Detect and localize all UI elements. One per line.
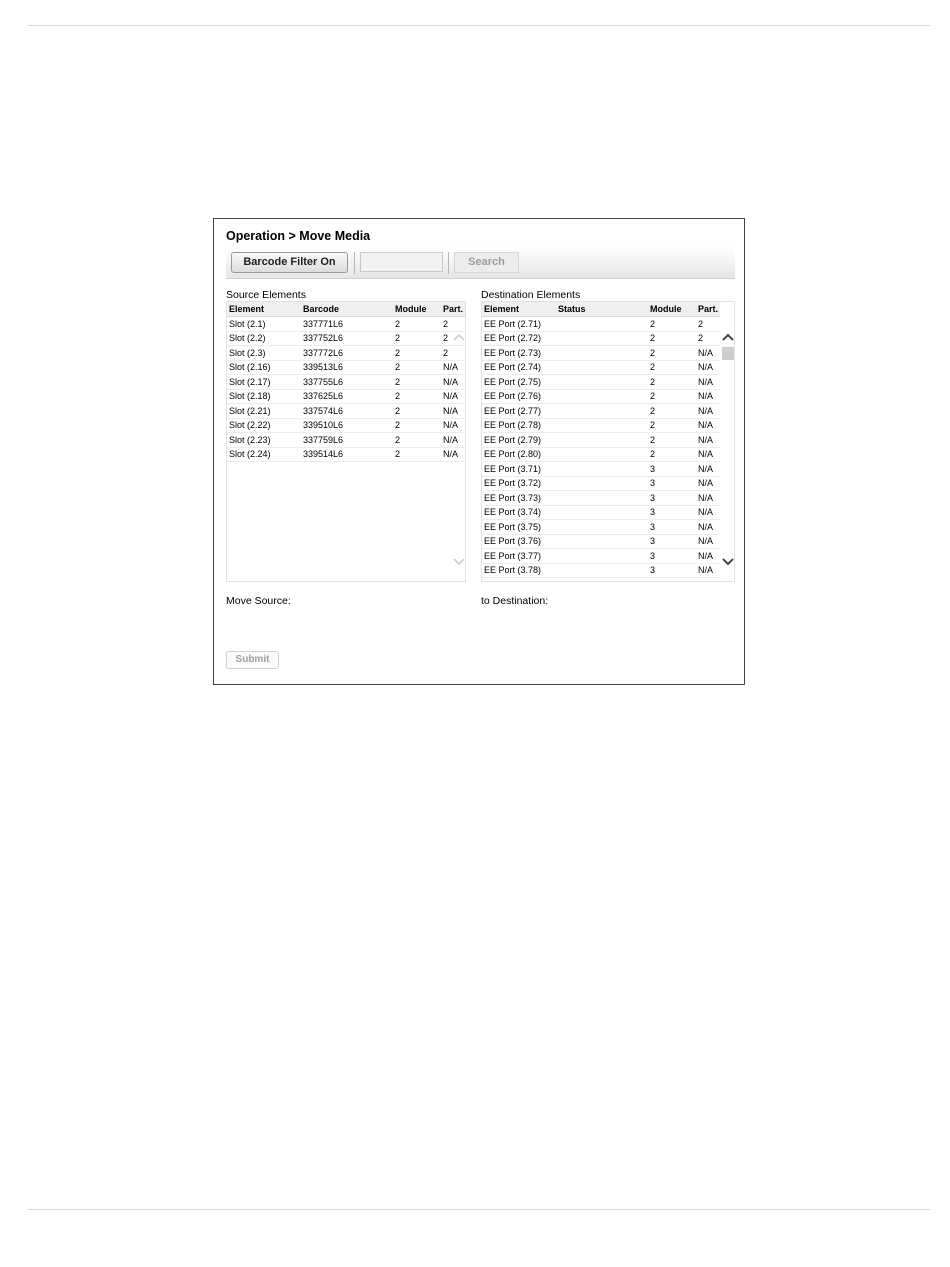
table-row[interactable]	[227, 375, 466, 390]
toolbar	[226, 247, 735, 279]
table-row[interactable]	[227, 404, 466, 419]
toolbar-divider	[354, 252, 355, 274]
table-row[interactable]	[482, 317, 720, 332]
table-cell: N/A	[441, 389, 466, 404]
table-cell: EE Port (3.76)	[482, 534, 556, 549]
table-cell: 2	[441, 331, 466, 346]
table-header-row	[482, 302, 720, 317]
table-cell: 339510L6	[301, 418, 393, 433]
table-row[interactable]	[227, 389, 466, 404]
table-cell: 3	[648, 520, 696, 535]
table-cell: 2	[648, 447, 696, 462]
table-cell: Slot (2.24)	[227, 447, 301, 462]
table-cell: 2	[648, 418, 696, 433]
table-cell: EE Port (2.75)	[482, 375, 556, 390]
table-cell: N/A	[696, 462, 720, 477]
table-cell: N/A	[696, 534, 720, 549]
table-cell: 337574L6	[301, 404, 393, 419]
table-row[interactable]	[482, 476, 720, 491]
table-row[interactable]	[482, 375, 720, 390]
table-cell: 2	[648, 404, 696, 419]
table-cell: 2	[648, 375, 696, 390]
table-cell: N/A	[441, 418, 466, 433]
table-cell: 3	[648, 476, 696, 491]
table-cell: 337771L6	[301, 317, 393, 332]
chevron-down-icon[interactable]	[452, 555, 466, 569]
table-cell: EE Port (2.77)	[482, 404, 556, 419]
source-elements-label: Source Elements	[226, 289, 306, 301]
table-cell: 2	[393, 433, 441, 448]
table-cell: EE Port (2.72)	[482, 331, 556, 346]
table-cell: 2	[648, 331, 696, 346]
table-cell: N/A	[696, 549, 720, 564]
move-media-panel	[213, 218, 745, 685]
table-row[interactable]	[227, 447, 466, 462]
table-cell: 339514L6	[301, 447, 393, 462]
table-cell	[556, 375, 648, 390]
table-cell: Slot (2.1)	[227, 317, 301, 332]
table-cell	[556, 331, 648, 346]
scrollbar-thumb[interactable]	[722, 347, 734, 360]
table-cell	[556, 389, 648, 404]
page-top-rule	[28, 25, 930, 26]
page-title: Operation > Move Media	[226, 229, 371, 243]
column-header[interactable]: Element	[227, 302, 301, 317]
table-cell: 2	[393, 331, 441, 346]
table-cell	[556, 549, 648, 564]
table-cell: N/A	[696, 418, 720, 433]
to-destination-label: to Destination:	[481, 595, 549, 607]
table-cell: EE Port (2.80)	[482, 447, 556, 462]
chevron-up-icon[interactable]	[452, 330, 466, 344]
table-row[interactable]	[482, 418, 720, 433]
table-cell: 2	[393, 375, 441, 390]
table-cell	[556, 404, 648, 419]
table-cell: 2	[441, 317, 466, 332]
toolbar-divider	[448, 252, 449, 274]
table-cell: 2	[393, 317, 441, 332]
table-cell: N/A	[696, 389, 720, 404]
barcode-filter-button[interactable]: Barcode Filter On	[231, 252, 348, 273]
table-cell: 3	[648, 505, 696, 520]
table-row[interactable]	[482, 549, 720, 564]
table-cell: 3	[648, 462, 696, 477]
search-button[interactable]: Search	[454, 252, 519, 273]
table-cell: 2	[648, 317, 696, 332]
table-cell: EE Port (3.73)	[482, 491, 556, 506]
table-row[interactable]	[482, 520, 720, 535]
table-cell: EE Port (3.71)	[482, 462, 556, 477]
table-cell	[556, 491, 648, 506]
table-row[interactable]	[227, 331, 466, 346]
table-cell: EE Port (3.77)	[482, 549, 556, 564]
table-cell: 3	[648, 534, 696, 549]
table-cell: Slot (2.17)	[227, 375, 301, 390]
table-cell: N/A	[696, 476, 720, 491]
column-header[interactable]: Module	[393, 302, 441, 317]
table-cell	[556, 476, 648, 491]
table-cell: 3	[648, 563, 696, 578]
table-cell	[556, 346, 648, 361]
table-cell: N/A	[696, 346, 720, 361]
table-cell: 2	[393, 447, 441, 462]
table-cell	[556, 317, 648, 332]
table-row[interactable]	[227, 346, 466, 361]
table-cell: 2	[441, 346, 466, 361]
table-row[interactable]	[227, 317, 466, 332]
table-cell	[556, 520, 648, 535]
column-header[interactable]: Element	[482, 302, 556, 317]
table-row[interactable]	[227, 418, 466, 433]
chevron-up-icon[interactable]	[721, 330, 735, 344]
table-cell: EE Port (2.76)	[482, 389, 556, 404]
table-cell: 3	[648, 549, 696, 564]
table-row[interactable]	[482, 389, 720, 404]
table-cell	[556, 563, 648, 578]
table-cell: N/A	[696, 520, 720, 535]
column-header[interactable]: Barcode	[301, 302, 393, 317]
table-cell: 2	[393, 360, 441, 375]
table-row[interactable]	[482, 505, 720, 520]
table-cell: N/A	[696, 360, 720, 375]
source-elements-table[interactable]	[226, 301, 466, 582]
table-cell	[556, 418, 648, 433]
table-cell: Slot (2.3)	[227, 346, 301, 361]
table-cell: N/A	[696, 404, 720, 419]
table-row[interactable]	[227, 433, 466, 448]
barcode-search-input[interactable]	[360, 252, 443, 272]
table-cell: EE Port (2.71)	[482, 317, 556, 332]
table-cell: 2	[696, 317, 720, 332]
table-cell: Slot (2.21)	[227, 404, 301, 419]
destination-elements-label: Destination Elements	[481, 289, 581, 301]
table-cell: N/A	[441, 433, 466, 448]
table-cell: EE Port (3.74)	[482, 505, 556, 520]
table-cell: 337772L6	[301, 346, 393, 361]
table-cell: Slot (2.23)	[227, 433, 301, 448]
table-cell: EE Port (2.78)	[482, 418, 556, 433]
table-row[interactable]	[482, 491, 720, 506]
column-header[interactable]: Module	[648, 302, 696, 317]
table-cell: Slot (2.18)	[227, 389, 301, 404]
table-cell	[556, 447, 648, 462]
table-cell	[556, 462, 648, 477]
table-cell: 337752L6	[301, 331, 393, 346]
table-cell: 2	[648, 346, 696, 361]
column-header[interactable]: Status	[556, 302, 648, 317]
table-cell: Slot (2.2)	[227, 331, 301, 346]
table-cell: 2	[393, 404, 441, 419]
table-cell: EE Port (3.72)	[482, 476, 556, 491]
table-cell: N/A	[696, 491, 720, 506]
table-cell: 2	[393, 346, 441, 361]
table-row[interactable]	[482, 404, 720, 419]
table-cell	[556, 505, 648, 520]
table-cell: Slot (2.22)	[227, 418, 301, 433]
table-cell: N/A	[696, 447, 720, 462]
destination-elements-table[interactable]	[481, 301, 735, 582]
table-cell: 337759L6	[301, 433, 393, 448]
table-row[interactable]	[482, 447, 720, 462]
table-cell: 2	[648, 360, 696, 375]
chevron-down-icon[interactable]	[721, 555, 735, 569]
table-cell: 2	[648, 389, 696, 404]
table-cell: EE Port (2.73)	[482, 346, 556, 361]
column-header[interactable]: Part.	[441, 302, 466, 317]
table-cell: N/A	[441, 404, 466, 419]
table-cell: EE Port (3.78)	[482, 563, 556, 578]
page-bottom-rule	[28, 1209, 930, 1210]
submit-button[interactable]: Submit	[226, 651, 279, 669]
table-row[interactable]	[482, 534, 720, 549]
table-cell: 2	[393, 418, 441, 433]
table-cell: N/A	[441, 447, 466, 462]
table-cell: 339513L6	[301, 360, 393, 375]
table-row[interactable]	[482, 331, 720, 346]
table-cell	[556, 433, 648, 448]
table-row[interactable]	[482, 563, 720, 578]
table-row[interactable]	[227, 360, 466, 375]
table-row[interactable]	[482, 462, 720, 477]
table-cell: 337755L6	[301, 375, 393, 390]
move-source-label: Move Source:	[226, 595, 291, 607]
table-cell: N/A	[696, 433, 720, 448]
table-cell: EE Port (2.79)	[482, 433, 556, 448]
table-cell: N/A	[696, 375, 720, 390]
table-cell: Slot (2.16)	[227, 360, 301, 375]
table-cell: 337625L6	[301, 389, 393, 404]
column-header[interactable]: Part.	[696, 302, 720, 317]
table-cell	[556, 534, 648, 549]
table-cell: N/A	[696, 563, 720, 578]
table-cell: N/A	[441, 375, 466, 390]
table-cell: 2	[696, 331, 720, 346]
table-cell: EE Port (3.75)	[482, 520, 556, 535]
table-row[interactable]	[482, 433, 720, 448]
table-cell: 2	[393, 389, 441, 404]
table-header-row	[227, 302, 466, 317]
table-cell: N/A	[696, 505, 720, 520]
table-row[interactable]	[482, 360, 720, 375]
table-cell: 3	[648, 491, 696, 506]
table-cell: N/A	[441, 360, 466, 375]
table-cell: EE Port (2.74)	[482, 360, 556, 375]
table-cell: 2	[648, 433, 696, 448]
table-row[interactable]	[482, 346, 720, 361]
table-cell	[556, 360, 648, 375]
